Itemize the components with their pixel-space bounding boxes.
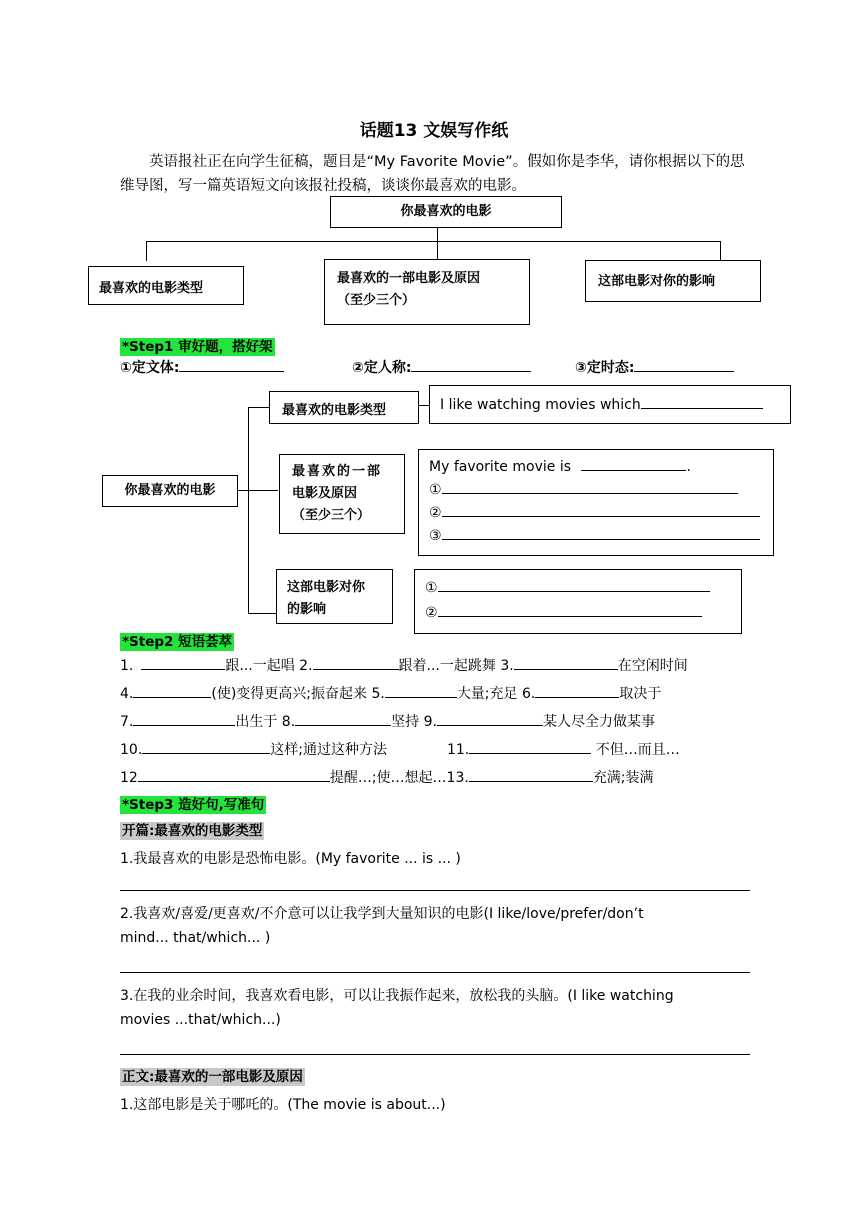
sentence-prompt: 2.我喜欢/喜爱/更喜欢/不介意可以让我学到大量知识的电影(I like/love/prefer/don’t [120,906,644,922]
phrase-blank[interactable] [141,656,225,670]
sentence-prompt-cont: movies ...that/which...) [120,1012,281,1028]
mindmap2-connector [248,407,270,408]
answer-blank[interactable] [442,503,760,517]
mindmap2-connector [248,613,276,614]
phrase-row: 7. 出生于 8. 坚持 9. 某人尽全力做某事 [120,714,655,730]
mindmap1-branch-influence: 这部电影对你的影响 [585,260,761,302]
step1-field-style: ①定文体: [120,360,180,376]
step1-person: ②定人称: [352,357,531,377]
step1-fields [120,357,284,377]
answer-blank[interactable] [581,457,686,471]
sentence-prompt: 1.我最喜欢的电影是恐怖电影。(My favorite ... is ... ) [120,851,461,867]
phrase-row: 10. 这样;通过这种方法 11. 不但…而且… [120,742,680,758]
phrase-row: 1. 跟...一起唱 2. 跟着...一起跳舞 3. 在空闲时间 [120,658,688,674]
phrase-blank[interactable] [133,684,211,698]
answer-line[interactable] [120,1054,750,1055]
mindmap1-root: 你最喜欢的电影 [330,196,562,228]
mindmap2-answer-genre: I like watching movies which [429,385,791,424]
mindmap2-root: 你最喜欢的电影 [102,475,238,507]
mindmap1-branch-favorite-line2: （至少三个） [337,293,416,308]
phrase-blank[interactable] [535,684,619,698]
sentence-prompt: 1.这部电影是关于哪吒的。(The movie is about...) [120,1097,446,1113]
phrase-row: 4. (使)变得更高兴;振奋起来 5. 大量;充足 6. 取决于 [120,686,662,702]
step2-label: *Step2 短语荟萃 [122,634,233,650]
answer-blank[interactable] [438,603,702,617]
mindmap1-connector [437,241,438,259]
step1-blank-style[interactable] [179,358,284,372]
mindmap1-hbar [146,241,721,242]
sentence-prompt: 3.在我的业余时间，我喜欢看电影，可以让我振作起来，放松我的头脑。(I like watching [120,988,674,1004]
answer-line[interactable] [120,890,750,891]
section-body: 正文:最喜欢的一部电影及原因 [122,1069,303,1085]
mindmap1-branch-favorite [324,259,530,325]
step1-blank-person[interactable] [411,358,531,372]
mindmap2-connector [238,490,278,491]
phrase-blank[interactable] [142,740,270,754]
answer-blank[interactable] [438,578,710,592]
mindmap1-connector [720,241,721,260]
mindmap2-connector [419,405,429,406]
answer-blank[interactable] [442,526,760,540]
intro-paragraph: 英语报社正在向学生征稿，题目是“My Favorite Movie”。假如你是李华，请你根据以下的思维导图，写一篇英语短文向该报社投稿，谈谈你最喜欢的电影。 [120,154,745,194]
phrase-blank[interactable] [437,712,543,726]
phrase-blank[interactable] [385,684,457,698]
step1-label: *Step1 审好题，搭好架 [122,339,273,355]
phrase-blank[interactable] [133,712,235,726]
mindmap2-vbar [248,407,249,614]
section-opening: 开篇:最喜欢的电影类型 [122,823,263,839]
answer-blank[interactable] [641,395,763,409]
phrase-row: 12 提醒…;使…想起…13. 充满;装满 [120,770,654,786]
phrase-blank[interactable] [514,656,618,670]
answer-blank[interactable] [442,480,738,494]
mindmap2-branch-genre: 最喜欢的电影类型 [269,391,419,424]
phrase-blank[interactable] [469,740,591,754]
step1-tense: ③定时态: [575,357,734,377]
mindmap1-connector [146,241,147,261]
mindmap2-answer-influence: ① ② [414,569,742,634]
phrase-blank[interactable] [295,712,391,726]
mindmap2-branch-influence: 这部电影对你 的影响 [276,569,393,624]
step3-label: *Step3 造好句,写准句 [122,797,265,813]
mindmap2-answer-favorite: My favorite movie is . ① ② ③ [418,449,774,556]
step1-blank-tense[interactable] [634,358,734,372]
phrase-blank[interactable] [313,656,399,670]
mindmap1-connector [437,228,438,242]
page-title: 话题13 文娱写作纸 [359,121,509,141]
phrase-blank[interactable] [469,768,593,782]
mindmap2-branch-favorite: 最喜欢的一部 电影及原因 （至少三个） [279,454,405,534]
sentence-prompt-cont: mind... that/which... ) [120,930,271,946]
phrase-blank[interactable] [138,768,330,782]
mindmap1-branch-favorite-line1: 最喜欢的一部电影及原因 [337,271,481,286]
answer-line[interactable] [120,972,750,973]
mindmap1-branch-genre: 最喜欢的电影类型 [88,266,244,305]
